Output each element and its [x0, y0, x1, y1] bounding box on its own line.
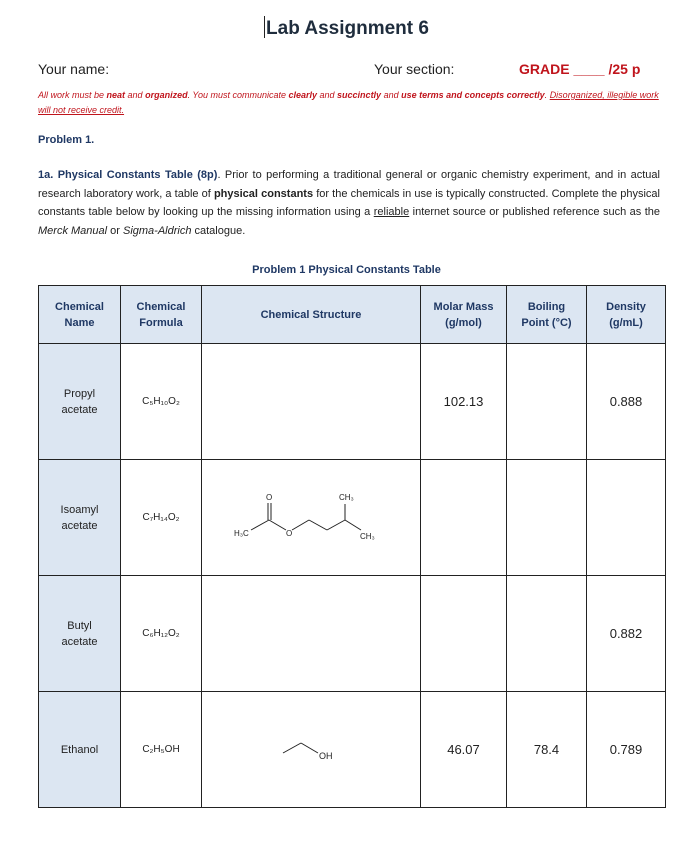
ethanol-structure	[271, 735, 351, 765]
molar-mass-cell[interactable]: 46.07	[421, 692, 507, 808]
chemical-formula-cell: C₇H₁₄O₂	[121, 460, 202, 576]
table-row	[39, 460, 666, 576]
density-cell[interactable]: 0.882	[587, 576, 666, 692]
chemical-structure-cell	[202, 692, 421, 808]
chemical-formula-cell: C₆H₁₂O₂	[121, 576, 202, 692]
boiling-point-cell[interactable]	[507, 460, 587, 576]
chemical-structure-cell[interactable]	[202, 344, 421, 460]
ch3-top-label: CH₃	[339, 492, 354, 502]
table-row	[39, 692, 666, 808]
chemical-structure-cell[interactable]	[202, 576, 421, 692]
oxygen-label: O	[266, 492, 273, 502]
ch3-bottom-label: CH₃	[360, 531, 375, 541]
boiling-point-cell[interactable]: 78.4	[507, 692, 587, 808]
chemical-formula-cell: C₂H₅OH	[121, 692, 202, 808]
text-cursor	[264, 16, 265, 38]
isoamyl-acetate-structure	[231, 486, 391, 550]
header-chemical-name: Chemical Name	[39, 286, 121, 344]
grade-label: GRADE ____ /25 p	[519, 61, 641, 77]
header-chemical-formula: Chemical Formula	[121, 286, 202, 344]
hydroxyl-label: OH	[319, 750, 333, 761]
name-label: Your name:	[38, 61, 110, 77]
table-header-row	[39, 286, 666, 344]
density-cell[interactable]: 0.789	[587, 692, 666, 808]
table-row	[39, 576, 666, 692]
chemical-formula-cell: C₅H₁₀O₂	[121, 344, 202, 460]
header-boiling-point: Boiling Point (°C)	[507, 286, 587, 344]
h3c-label: H₃C	[234, 528, 249, 538]
chemical-name-cell: Ethanol	[39, 692, 121, 808]
table-caption: Problem 1 Physical Constants Table	[252, 264, 441, 276]
table-row	[39, 344, 666, 460]
chemical-name-cell: Isoamyl acetate	[39, 460, 121, 576]
molar-mass-cell[interactable]	[421, 576, 507, 692]
physical-constants-table	[38, 285, 666, 808]
molar-mass-cell[interactable]: 102.13	[421, 344, 507, 460]
molar-mass-cell[interactable]	[421, 460, 507, 576]
problem-heading: Problem 1.	[38, 134, 95, 146]
header-molar-mass: Molar Mass (g/mol)	[421, 286, 507, 344]
chemical-name-cell: Propyl acetate	[39, 344, 121, 460]
page-title: Lab Assignment 6	[266, 18, 429, 39]
density-cell[interactable]: 0.888	[587, 344, 666, 460]
ester-oxygen-label: O	[286, 528, 293, 538]
chemical-structure-cell	[202, 460, 421, 576]
problem-paragraph: 1a. Physical Constants Table (8p). Prior to performing a traditional general or organic chemistry experiment, and in actual research laboratory work, a table of physical constants for the chemicals in use is typically constructed. Complete the physical constants table below by looking up the missing information using a reliable internet source or published reference such as the Merck Manual or Sigma-Aldrich catalogue.	[38, 169, 660, 237]
header-density: Density (g/mL)	[587, 286, 666, 344]
work-notice: All work must be neat and organized. You must communicate clearly and succinctly and use terms and concepts correctly. Disorganized, illegible work will not receive credit.	[38, 90, 659, 115]
header-chemical-structure: Chemical Structure	[202, 286, 421, 344]
boiling-point-cell[interactable]	[507, 576, 587, 692]
density-cell[interactable]	[587, 460, 666, 576]
section-label: Your section:	[374, 61, 455, 77]
boiling-point-cell[interactable]	[507, 344, 587, 460]
chemical-name-cell: Butyl acetate	[39, 576, 121, 692]
